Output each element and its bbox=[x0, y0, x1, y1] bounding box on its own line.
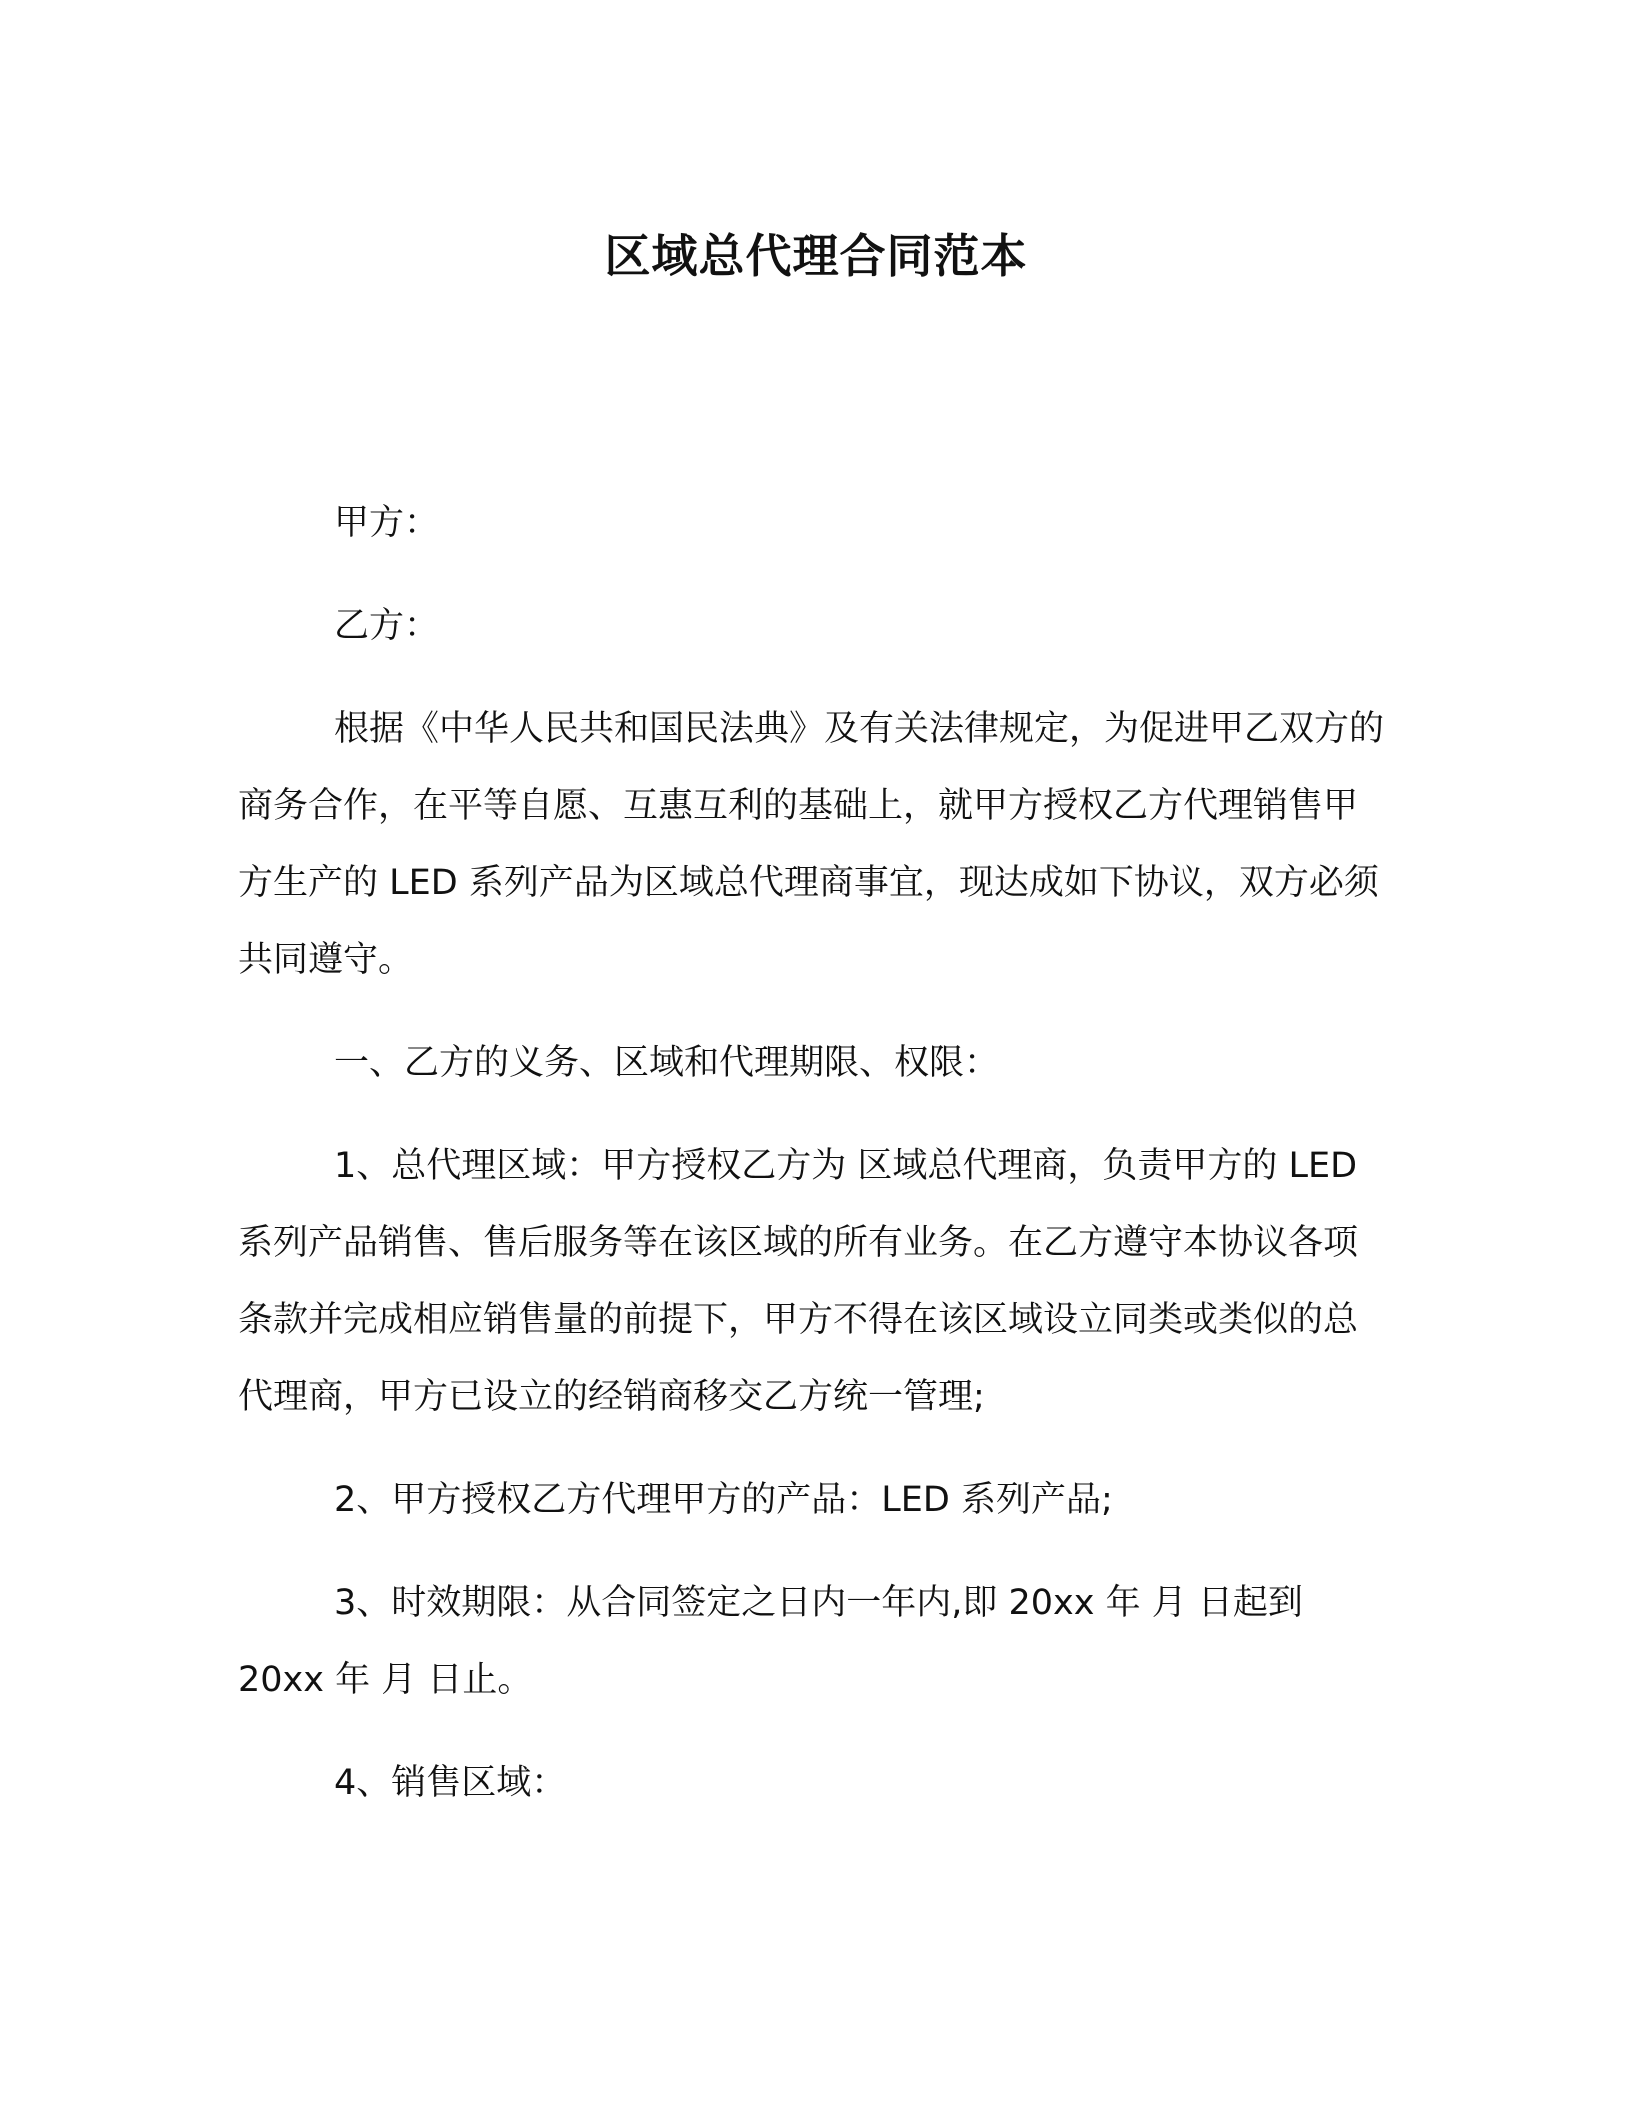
clause-3-term: 3、时效期限：从合同签定之日内一年内,即 20xx 年 月 日起到 20xx 年 月 日止。 bbox=[238, 1583, 1303, 1700]
clause-1-territory: 1、总代理区域：甲方授权乙方为 区域总代理商，负责甲方的 LED 系列产品销售、售后服务等在该区域的所有业务。在乙方遵守本协议各项条款并完成相应销售量的前提下，甲方不得在该区域设立同类或类似的总代理商，甲方已设立的经销商移交乙方统一管理; bbox=[238, 1146, 1359, 1417]
party-b-label: 乙方： bbox=[334, 606, 440, 646]
intro-paragraph: 根据《中华人民共和国民法典》及有关法律规定，为促进甲乙双方的商务合作，在平等自愿、互惠互利的基础上，就甲方授权乙方代理销售甲方生产的 LED 系列产品为区域总代理商事宜，现达成如下协议，双方必须共同遵守。 bbox=[238, 709, 1385, 980]
document-body bbox=[238, 485, 1384, 1848]
document-title: 区域总代理合同范本 bbox=[604, 229, 1028, 283]
section-1-heading: 一、乙方的义务、区域和代理期限、权限： bbox=[334, 1043, 1000, 1083]
clause-2-products: 2、甲方授权乙方代理甲方的产品：LED 系列产品; bbox=[334, 1480, 1113, 1520]
party-a-label: 甲方： bbox=[334, 503, 440, 543]
clause-4-sales-region: 4、销售区域： bbox=[334, 1763, 567, 1803]
